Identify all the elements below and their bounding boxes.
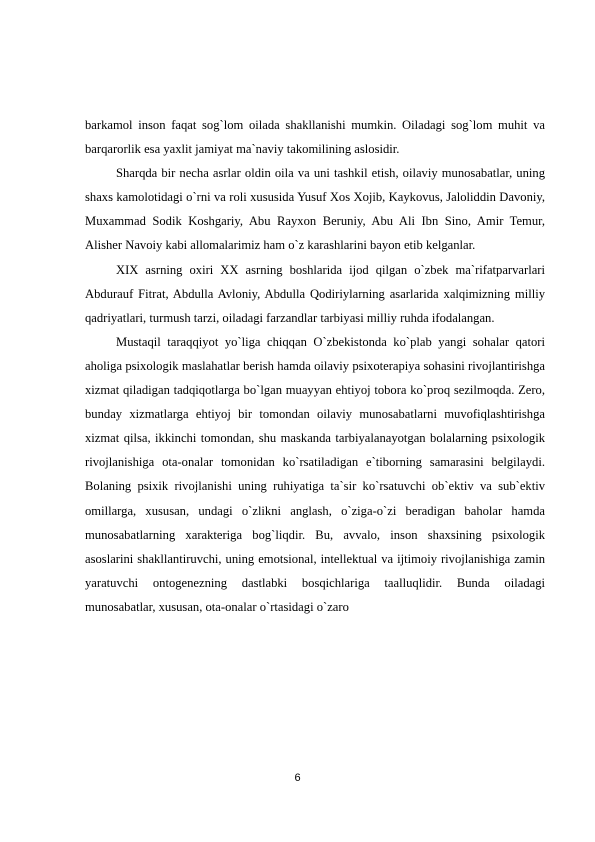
body-text: [85, 113, 545, 619]
paragraph: XIX asrning oxiri XX asrning boshlarida ijod qilgan o`zbek ma`rifatparvarlari Abdurauf Fitrat, Abdulla Avloniy, Abdulla Qodiriylarning asarlarida xalqimizning milliy qadriyatlari, turmush tarzi, oiladagi farzandlar tarbiyasi milliy ruhda ifodalangan.: [85, 262, 545, 325]
paragraph: Mustaqil taraqqiyot yo`liga chiqqan O`zbekistonda ko`plab yangi sohalar qatori aholiga psixologik maslahatlar berish hamda oilaviy psixoterapiya sohasini rivojlantirishga xizmat qiladigan tadqiqotlarga bo`lgan muayyan ehtiyoj tobora ko`proq sezilmoqda. Zero, bunday xizmatlarga ehtiyoj bir tomondan oilaviy munosabatlarni muvofiqlashtirishga xizmat qilsa, ikkinchi tomondan, shu maskanda tarbiyalanayotgan bolalarning psixologik rivojlanishiga ota-onalar tomonidan ko`rsatiladigan e`tiborning samarasini belgilaydi. Bolaning psixik rivojlanishi uning ruhiyatiga ta`sir ko`rsatuvchi ob`ektiv va sub`ektiv omillarga, xususan, undagi o`zlikni anglash, o`ziga-o`zi beradigan baholar hamda munosabatlarning xarakteriga bog`liqdir. Bu, avvalo, inson shaxsining psixologik asoslarini shakllantiruvchi, uning emotsional, intellektual va ijtimoiy rivojlanishiga zamin yaratuvchi ontogenezning dastlabki bosqichlariga taalluqlidir. Bunda oiladagi munosabatlar, xususan, ota-onalar o`rtasidagi o`zaro: [85, 334, 545, 614]
paragraph: Sharqda bir necha asrlar oldin oila va uni tashkil etish, oilaviy munosabatlar, uning shaxs kamolotidagi o`rni va roli xususida Yusuf Xos Xojib, Kaykovus, Jaloliddin Davoniy, Muxammad Sodik Koshgariy, Abu Rayxon Beruniy, Abu Ali Ibn Sino, Amir Temur, Alisher Navoiy kabi allomalarimiz ham o`z karashlarini bayon etib kelganlar.: [85, 166, 545, 253]
paragraph-continuation: barkamol inson faqat sog`lom oilada shakllanishi mumkin. Oiladagi sog`lom muhit va barqarorlik esa yaxlit jamiyat ma`naviy takomilining aslosidir.: [85, 118, 545, 157]
page-number: 6: [294, 772, 301, 784]
